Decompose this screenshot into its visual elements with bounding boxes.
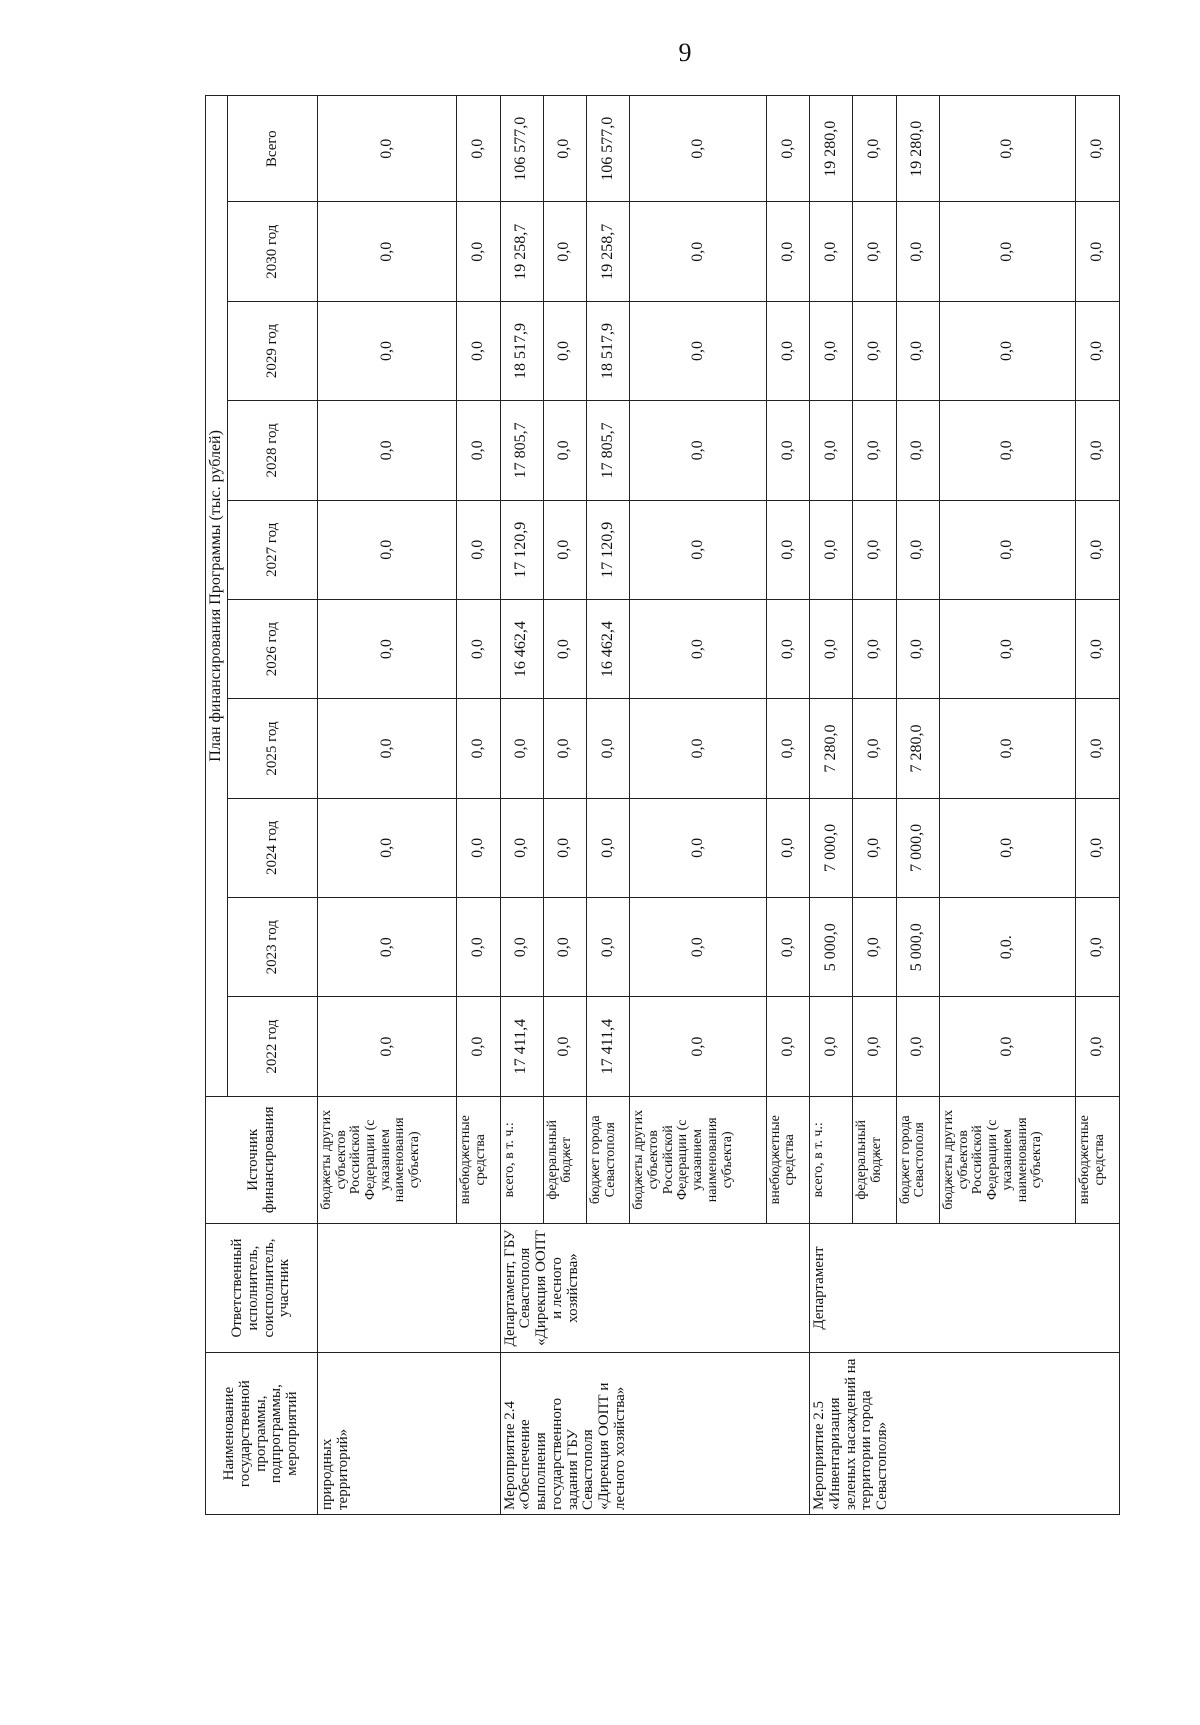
amount-cell: 0,0 xyxy=(630,96,766,203)
amount-cell: 0,0 xyxy=(457,301,500,400)
amount-cell: 0,0 xyxy=(940,997,1076,1096)
header-source: Источник финансирования xyxy=(206,1096,318,1223)
amount-cell: 0,0 xyxy=(500,798,543,897)
table-row xyxy=(810,96,853,1515)
amount-cell: 5 000,0 xyxy=(810,898,853,997)
amount-cell: 7 000,0 xyxy=(810,798,853,897)
responsible-executor: Департамент xyxy=(810,1223,1120,1352)
measure-name: Мероприятие 2.4 «Обеспечение выполнения государственного задания ГБУ Севастополя «Дирекция ООПТ и лесного хозяйства» xyxy=(500,1353,810,1515)
amount-cell: 0,0 xyxy=(896,202,939,301)
table-wrapper xyxy=(205,95,1120,1515)
amount-cell: 0,0 xyxy=(766,301,809,400)
amount-cell: 0,0 xyxy=(543,96,586,203)
amount-cell: 0,0 xyxy=(586,798,629,897)
amount-cell: 0,0 xyxy=(457,798,500,897)
amount-cell: 0,0 xyxy=(457,699,500,798)
amount-cell: 0,0 xyxy=(543,997,586,1096)
amount-cell: 17 120,9 xyxy=(586,500,629,599)
header-year: 2022 год xyxy=(228,997,318,1096)
amount-cell: 0,0 xyxy=(766,699,809,798)
amount-cell: 7 280,0 xyxy=(896,699,939,798)
amount-cell: 0,0 xyxy=(318,301,457,400)
amount-cell: 0,0 xyxy=(457,401,500,500)
funding-source: всего, в т. ч.: xyxy=(500,1096,543,1223)
header-year: Всего xyxy=(228,96,318,203)
header-responsible: Ответственный исполнитель, соисполнитель, участник xyxy=(206,1223,318,1352)
amount-cell: 0,0 xyxy=(896,997,939,1096)
amount-cell: 0,0 xyxy=(853,401,896,500)
amount-cell: 0,0 xyxy=(630,401,766,500)
amount-cell: 0,0 xyxy=(457,202,500,301)
amount-cell: 0,0 xyxy=(543,401,586,500)
rotated-table-frame xyxy=(205,95,1120,1515)
measure-name: природных территорий» xyxy=(318,1353,501,1515)
amount-cell: 0,0 xyxy=(853,599,896,698)
amount-cell: 0,0 xyxy=(853,699,896,798)
amount-cell: 0,0. xyxy=(940,898,1076,997)
amount-cell: 0,0 xyxy=(766,997,809,1096)
amount-cell: 0,0 xyxy=(896,500,939,599)
amount-cell: 0,0 xyxy=(940,202,1076,301)
amount-cell: 0,0 xyxy=(630,699,766,798)
amount-cell: 0,0 xyxy=(940,96,1076,203)
amount-cell: 0,0 xyxy=(853,301,896,400)
amount-cell: 16 462,4 xyxy=(586,599,629,698)
funding-source: федеральный бюджет xyxy=(543,1096,586,1223)
header-plan-title: План финансирования Программы (тыс. рублей) xyxy=(206,96,228,1097)
table-row xyxy=(318,96,457,1515)
funding-source: бюджет города Севастополя xyxy=(896,1096,939,1223)
amount-cell: 0,0 xyxy=(457,898,500,997)
amount-cell: 0,0 xyxy=(940,401,1076,500)
amount-cell: 0,0 xyxy=(1076,898,1120,997)
amount-cell: 17 805,7 xyxy=(500,401,543,500)
amount-cell: 17 411,4 xyxy=(500,997,543,1096)
amount-cell: 0,0 xyxy=(586,699,629,798)
amount-cell: 0,0 xyxy=(318,699,457,798)
amount-cell: 0,0 xyxy=(500,699,543,798)
amount-cell: 106 577,0 xyxy=(500,96,543,203)
amount-cell: 0,0 xyxy=(940,301,1076,400)
amount-cell: 0,0 xyxy=(810,401,853,500)
measure-name: Мероприятие 2.5 «Инвентаризация зеленых насаждений на территории города Севастополя» xyxy=(810,1353,1120,1515)
amount-cell: 0,0 xyxy=(766,898,809,997)
amount-cell: 19 280,0 xyxy=(810,96,853,203)
amount-cell: 0,0 xyxy=(318,202,457,301)
amount-cell: 0,0 xyxy=(318,599,457,698)
amount-cell: 0,0 xyxy=(1076,699,1120,798)
amount-cell: 0,0 xyxy=(318,798,457,897)
amount-cell: 0,0 xyxy=(766,599,809,698)
funding-source: бюджет города Севастополя xyxy=(586,1096,629,1223)
amount-cell: 0,0 xyxy=(766,202,809,301)
amount-cell: 7 280,0 xyxy=(810,699,853,798)
header-name: Наименование государственной программы, подпрограммы, мероприятий xyxy=(206,1353,318,1515)
amount-cell: 18 517,9 xyxy=(500,301,543,400)
amount-cell: 0,0 xyxy=(457,96,500,203)
amount-cell: 0,0 xyxy=(318,898,457,997)
amount-cell: 18 517,9 xyxy=(586,301,629,400)
amount-cell: 0,0 xyxy=(543,898,586,997)
amount-cell: 0,0 xyxy=(853,500,896,599)
amount-cell: 0,0 xyxy=(810,202,853,301)
amount-cell: 0,0 xyxy=(896,301,939,400)
amount-cell: 0,0 xyxy=(543,301,586,400)
amount-cell: 0,0 xyxy=(1076,997,1120,1096)
header-year: 2028 год xyxy=(228,401,318,500)
header-year: 2030 год xyxy=(228,202,318,301)
amount-cell: 0,0 xyxy=(630,301,766,400)
funding-source: внебюджетные средства xyxy=(457,1096,500,1223)
amount-cell: 0,0 xyxy=(630,997,766,1096)
amount-cell: 0,0 xyxy=(1076,301,1120,400)
amount-cell: 0,0 xyxy=(1076,401,1120,500)
amount-cell: 0,0 xyxy=(940,699,1076,798)
amount-cell: 17 120,9 xyxy=(500,500,543,599)
amount-cell: 0,0 xyxy=(896,401,939,500)
amount-cell: 0,0 xyxy=(543,202,586,301)
amount-cell: 0,0 xyxy=(766,500,809,599)
amount-cell: 0,0 xyxy=(1076,202,1120,301)
amount-cell: 19 280,0 xyxy=(896,96,939,203)
funding-source: федеральный бюджет xyxy=(853,1096,896,1223)
responsible-executor: Департамент, ГБУ Севастополя «Дирекция ООПТ и лесного хозяйства» xyxy=(500,1223,810,1352)
financing-table xyxy=(205,95,1120,1515)
amount-cell: 0,0 xyxy=(940,599,1076,698)
amount-cell: 5 000,0 xyxy=(896,898,939,997)
amount-cell: 0,0 xyxy=(318,500,457,599)
amount-cell: 0,0 xyxy=(853,898,896,997)
amount-cell: 0,0 xyxy=(810,997,853,1096)
amount-cell: 0,0 xyxy=(940,500,1076,599)
amount-cell: 0,0 xyxy=(630,599,766,698)
amount-cell: 0,0 xyxy=(457,500,500,599)
amount-cell: 19 258,7 xyxy=(500,202,543,301)
funding-source: внебюджетные средства xyxy=(766,1096,809,1223)
amount-cell: 0,0 xyxy=(630,202,766,301)
amount-cell: 0,0 xyxy=(766,96,809,203)
amount-cell: 0,0 xyxy=(500,898,543,997)
header-year: 2026 год xyxy=(228,599,318,698)
amount-cell: 19 258,7 xyxy=(586,202,629,301)
amount-cell: 0,0 xyxy=(810,301,853,400)
amount-cell: 0,0 xyxy=(810,599,853,698)
amount-cell: 0,0 xyxy=(318,96,457,203)
table-row xyxy=(500,96,543,1515)
header-year: 2029 год xyxy=(228,301,318,400)
header-year: 2025 год xyxy=(228,699,318,798)
amount-cell: 106 577,0 xyxy=(586,96,629,203)
amount-cell: 0,0 xyxy=(1076,500,1120,599)
amount-cell: 0,0 xyxy=(766,798,809,897)
amount-cell: 0,0 xyxy=(853,997,896,1096)
amount-cell: 0,0 xyxy=(543,599,586,698)
amount-cell: 0,0 xyxy=(1076,798,1120,897)
amount-cell: 0,0 xyxy=(630,500,766,599)
amount-cell: 17 411,4 xyxy=(586,997,629,1096)
amount-cell: 0,0 xyxy=(318,997,457,1096)
amount-cell: 0,0 xyxy=(853,202,896,301)
header-year: 2024 год xyxy=(228,798,318,897)
responsible-executor xyxy=(318,1223,501,1352)
amount-cell: 7 000,0 xyxy=(896,798,939,897)
amount-cell: 0,0 xyxy=(896,599,939,698)
amount-cell: 16 462,4 xyxy=(500,599,543,698)
amount-cell: 0,0 xyxy=(853,798,896,897)
amount-cell: 0,0 xyxy=(543,798,586,897)
page-number: 9 xyxy=(678,38,692,67)
funding-source: внебюджетные средства xyxy=(1076,1096,1120,1223)
header-year: 2023 год xyxy=(228,898,318,997)
funding-source: бюджеты других субъектов Российской Федерации (с указанием наименования субъекта) xyxy=(318,1096,457,1223)
amount-cell: 0,0 xyxy=(630,798,766,897)
amount-cell: 0,0 xyxy=(630,898,766,997)
amount-cell: 0,0 xyxy=(766,401,809,500)
amount-cell: 0,0 xyxy=(1076,599,1120,698)
funding-source: бюджеты других субъектов Российской Федерации (с указанием наименования субъекта) xyxy=(630,1096,766,1223)
amount-cell: 0,0 xyxy=(543,500,586,599)
header-year: 2027 год xyxy=(228,500,318,599)
amount-cell: 0,0 xyxy=(853,96,896,203)
funding-source: всего, в т. ч.: xyxy=(810,1096,853,1223)
amount-cell: 0,0 xyxy=(457,997,500,1096)
amount-cell: 0,0 xyxy=(457,599,500,698)
amount-cell: 17 805,7 xyxy=(586,401,629,500)
amount-cell: 0,0 xyxy=(543,699,586,798)
amount-cell: 0,0 xyxy=(1076,96,1120,203)
amount-cell: 0,0 xyxy=(586,898,629,997)
amount-cell: 0,0 xyxy=(940,798,1076,897)
amount-cell: 0,0 xyxy=(810,500,853,599)
amount-cell: 0,0 xyxy=(318,401,457,500)
funding-source: бюджеты других субъектов Российской Федерации (с указанием наименования субъекта) xyxy=(940,1096,1076,1223)
